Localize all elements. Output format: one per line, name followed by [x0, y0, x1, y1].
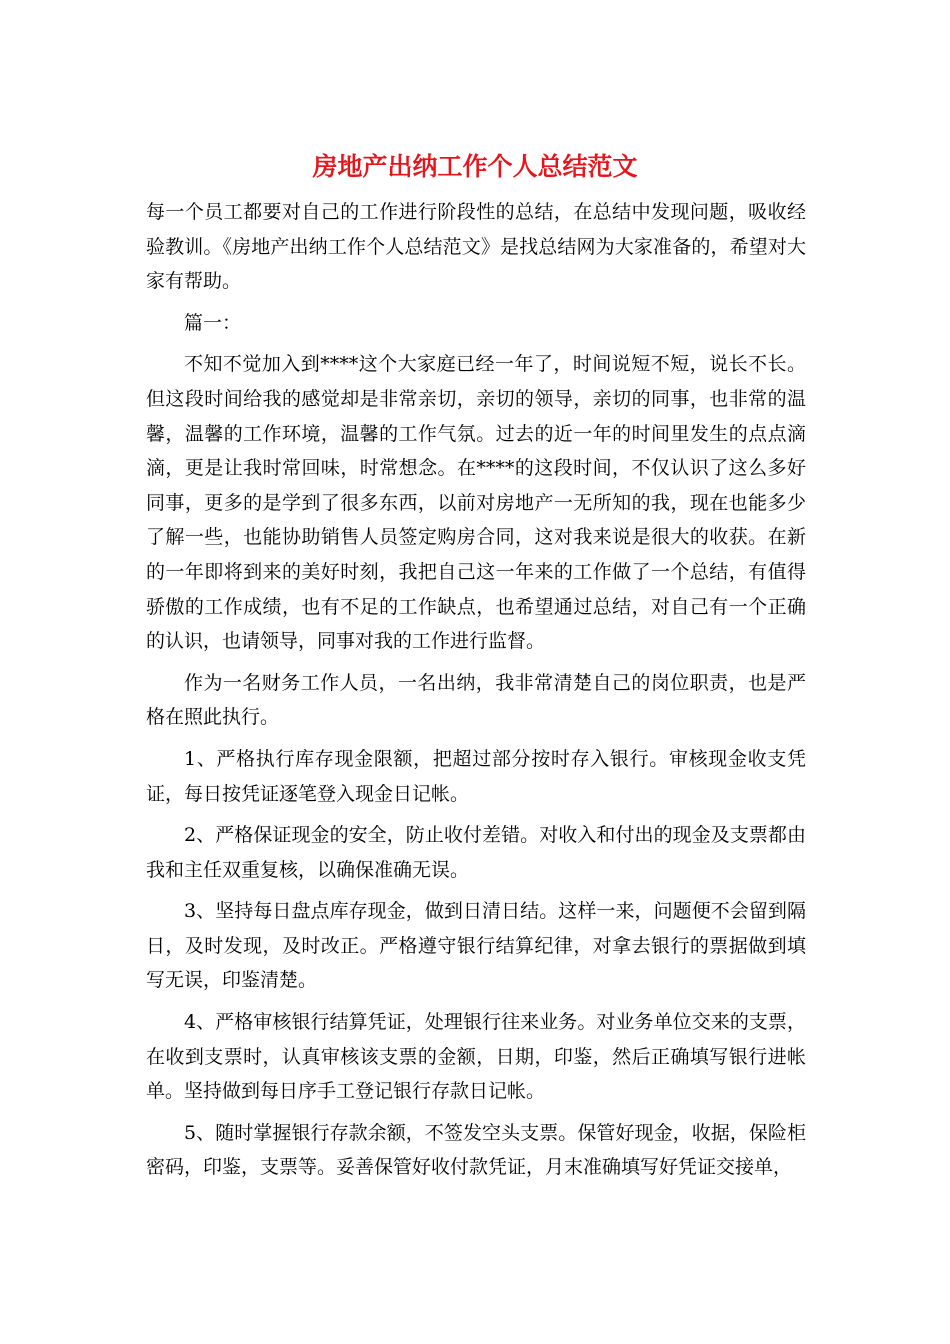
document-body	[146, 195, 806, 1192]
paragraph-item-4: 4、严格审核银行结算凭证，处理银行往来业务。对业务单位交来的支票，在收到支票时，认真审核该支票的金额，日期，印鉴，然后正确填写银行进帐单。坚持做到每日序手工登记银行存款日记帐。	[146, 1011, 806, 1103]
paragraph-item-2: 2、严格保证现金的安全，防止收付差错。对收入和付出的现金及支票都由我和主任双重复核，以确保准确无误。	[146, 824, 806, 881]
paragraph-item-5: 5、随时掌握银行存款余额，不签发空头支票。保管好现金，收据，保险柜密码，印鉴，支票等。妥善保管好收付款凭证，月末准确填写好凭证交接单，	[146, 1121, 806, 1179]
paragraph-main: 不知不觉加入到****这个大家庭已经一年了，时间说短不短，说长不长。但这段时间给我的感觉却是非常亲切，亲切的领导，亲切的同事，也非常的温馨，温馨的工作环境，温馨的工作气氛。过去的近一年的时间里发生的点点滴滴，更是让我时常回味，时常想念。在****的这段时间，不仅认识了这么多好同事，更多的是学到了很多东西，以前对房地产一无所知的我，现在也能多少了解一些，也能协助销售人员签定购房合同，这对我来说是很大的收获。在新的一年即将到来的美好时刻，我把自己这一年来的工作做了一个总结，有值得骄傲的工作成绩，也有不足的工作缺点，也希望通过总结，对自己有一个正确的认识，也请领导，同事对我的工作进行监督。	[146, 353, 806, 653]
paragraph-intro: 每一个员工都要对自己的工作进行阶段性的总结，在总结中发现问题，吸收经验教训。《房地产出纳工作个人总结范文》是找总结网为大家准备的，希望对大家有帮助。	[146, 201, 806, 293]
paragraph-duty-intro: 作为一名财务工作人员，一名出纳，我非常清楚自己的岗位职责，也是严格在照此执行。	[146, 671, 806, 729]
document-title: 房地产出纳工作个人总结范文	[312, 152, 638, 181]
paragraph-section-label: 篇一：	[184, 311, 242, 334]
paragraph-item-3: 3、坚持每日盘点库存现金，做到日清日结。这样一来，问题便不会留到隔日，及时发现，及时改正。严格遵守银行结算纪律，对拿去银行的票据做到填写无误，印鉴清楚。	[146, 900, 806, 992]
paragraph-item-1: 1、严格执行库存现金限额，把超过部分按时存入银行。审核现金收支凭证，每日按凭证逐笔登入现金日记帐。	[146, 747, 806, 805]
